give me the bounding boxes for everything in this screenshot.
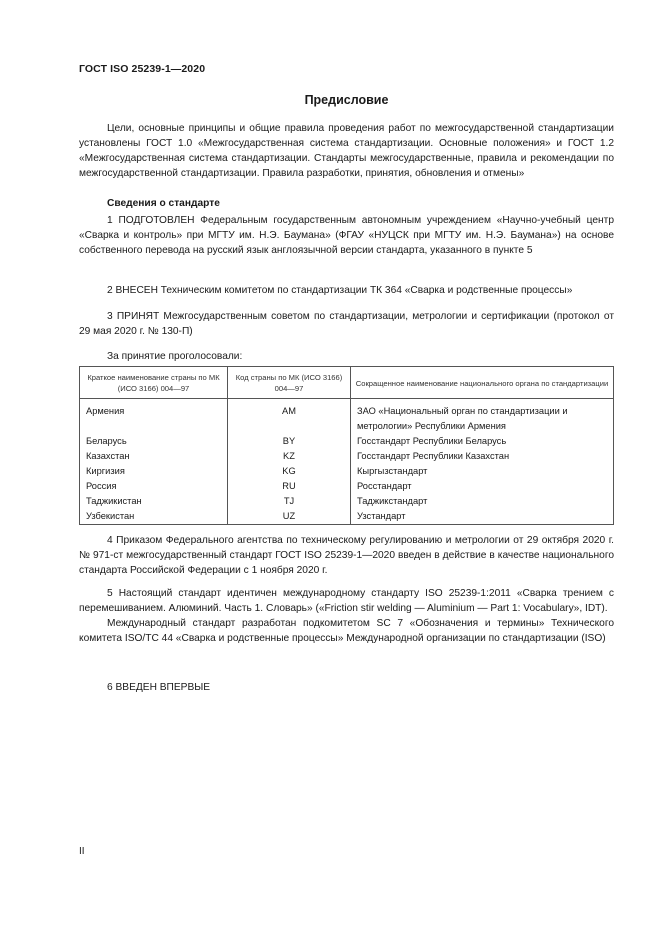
code-cell: BY	[228, 434, 351, 449]
table-row	[80, 509, 614, 525]
item-4-paragraph: 4 Приказом Федерального агентства по техническому регулированию и метрологии от 29 октября 2020 г. № 971-ст межгосударственный стандарт ГОСТ ISO 25239-1—2020 введен в действие в качестве национального стандарта Российской Федерации с 1 ноября 2020 г.	[79, 535, 614, 576]
table-header-row	[80, 367, 614, 399]
item-5-note-paragraph: Международный стандарт разработан подкомитетом SC 7 «Обозначения и термины» Технического комитета ISO/TC 44 «Сварка и родственные процессы» Международной организации по стандартизации (ISO)	[79, 618, 614, 644]
country-cell: Казахстан	[80, 449, 228, 464]
country-cell: Узбекистан	[80, 509, 228, 525]
country-cell: Таджикистан	[80, 494, 228, 509]
item-2-paragraph: 2 ВНЕСЕН Техническим комитетом по стандартизации ТК 364 «Сварка и родственные процессы»	[107, 285, 573, 296]
votes-label-block	[79, 349, 614, 364]
code-cell: RU	[228, 479, 351, 494]
item-3-paragraph: 3 ПРИНЯТ Межгосударственным советом по стандартизации, метрологии и сертификации (протокол от 29 мая 2020 г. № 130-П)	[79, 311, 614, 337]
section-subheading: Сведения о стандарте	[107, 198, 220, 209]
code-cell: KG	[228, 464, 351, 479]
document-id-header: ГОСТ ISO 25239-1—2020	[79, 63, 206, 75]
item-4-block	[79, 533, 614, 578]
country-cell: Армения	[80, 399, 228, 435]
item-3-block	[79, 309, 614, 339]
votes-label: За принятие проголосовали:	[107, 351, 243, 362]
standard-info-section	[79, 196, 614, 211]
intro-paragraph: Цели, основные принципы и общие правила проведения работ по межгосударственной стандартизации установлены ГОСТ 1.0 «Межгосударственная система стандартизации. Основные положения» и ГОСТ 1.2 «Межгосударственная система стандартизации. Стандарты межгосударственные, правила и рекомендации по межгосударственной стандартизации. Правила разработки, принятия, обновления и отмены»	[79, 123, 614, 179]
table-header-code: Код страны по МК (ИСО 3166) 004—97	[228, 367, 351, 399]
item-5-block	[79, 586, 614, 646]
body-cell: Узстандарт	[351, 509, 614, 525]
table-row	[80, 494, 614, 509]
country-cell: Беларусь	[80, 434, 228, 449]
country-cell: Россия	[80, 479, 228, 494]
body-cell: Росстандарт	[351, 479, 614, 494]
table-header-body: Сокращенное наименование национального органа по стандартизации	[351, 367, 614, 399]
page-number: II	[79, 846, 85, 857]
body-cell: Таджикстандарт	[351, 494, 614, 509]
page-title: Предисловие	[304, 93, 389, 107]
item-6-block	[79, 680, 614, 695]
table-header-country: Краткое наименование страны по МК (ИСО 3166) 004—97	[80, 367, 228, 399]
body-cell: Кыргызстандарт	[351, 464, 614, 479]
code-cell: KZ	[228, 449, 351, 464]
item-2-block	[79, 283, 614, 298]
table-row	[80, 434, 614, 449]
table-row	[80, 479, 614, 494]
item-6-paragraph: 6 ВВЕДЕН ВПЕРВЫЕ	[107, 682, 211, 693]
item-1-paragraph: 1 ПОДГОТОВЛЕН Федеральным государственным автономным учреждением «Научно-учебный центр «Сварка и контроль» при МГТУ им. Н.Э. Баумана» (ФГАУ «НУЦСК при МГТУ им. Н.Э. Баумана») на основе собственного перевода на русский язык англоязычной версии стандарта, указанного в пункте 5	[79, 215, 614, 256]
code-cell: UZ	[228, 509, 351, 525]
item-5-paragraph: 5 Настоящий стандарт идентичен международному стандарту ISO 25239-1:2011 «Сварка трением с перемешиванием. Алюминий. Часть 1. Словарь» («Friction stir welding — Aluminium — Part 1: Vocabulary», IDT).	[79, 588, 614, 614]
item-1-block	[79, 213, 614, 258]
code-cell: TJ	[228, 494, 351, 509]
voting-table	[79, 366, 614, 525]
table-row	[80, 464, 614, 479]
body-cell: Госстандарт Республики Казахстан	[351, 449, 614, 464]
code-cell: AM	[228, 399, 351, 435]
body-cell: Госстандарт Республики Беларусь	[351, 434, 614, 449]
table-row	[80, 399, 614, 435]
country-cell: Киргизия	[80, 464, 228, 479]
intro-section	[79, 121, 614, 181]
body-cell: ЗАО «Национальный орган по стандартизации и метрологии» Республики Армения	[351, 399, 614, 435]
table-row	[80, 449, 614, 464]
